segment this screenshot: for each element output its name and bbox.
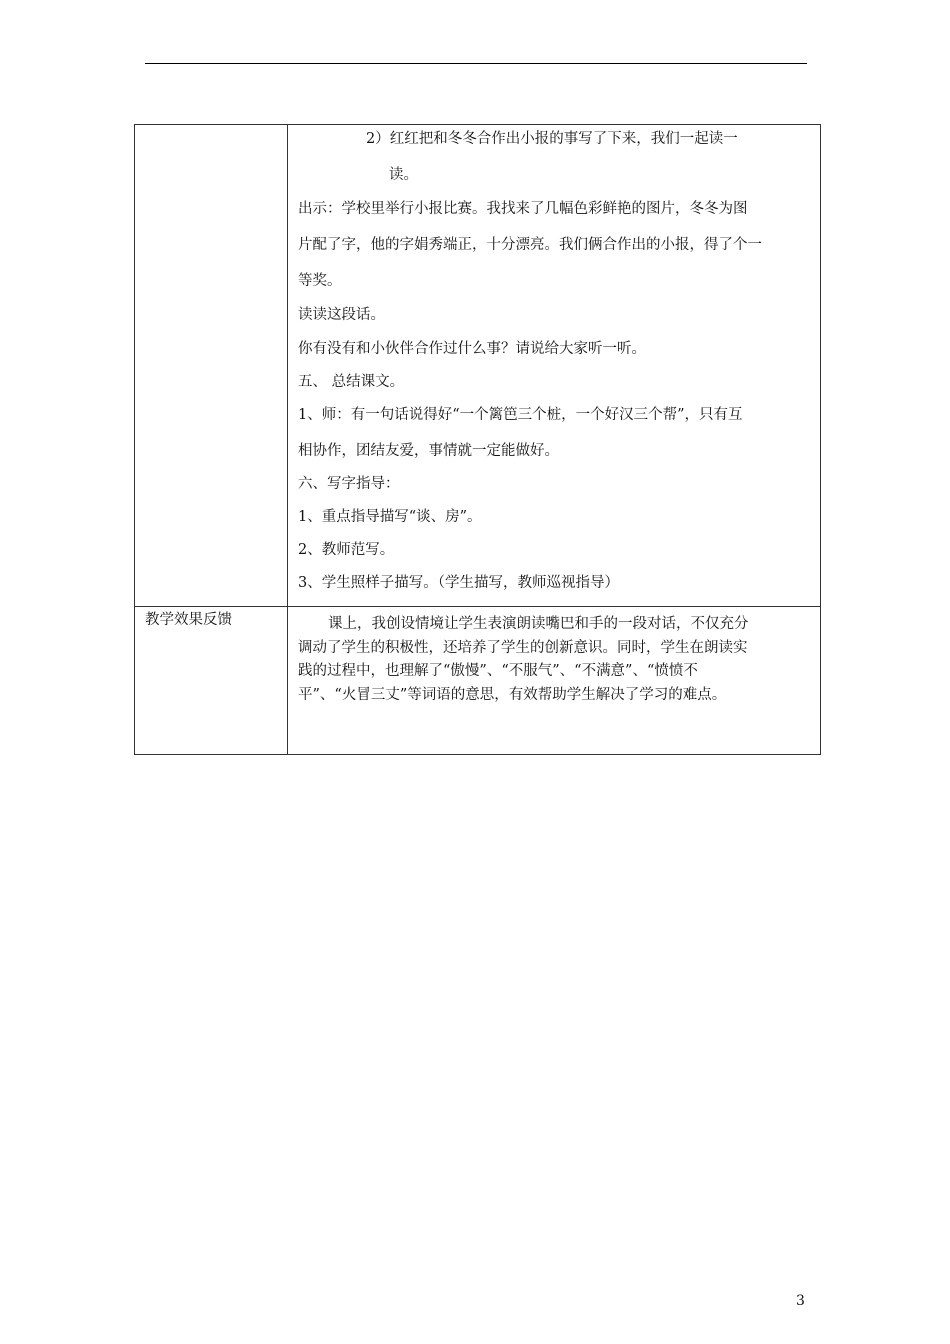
content-line: 等奖。: [298, 273, 342, 289]
page-number: 3: [796, 1293, 805, 1309]
feedback-line: 课上，我创设情境让学生表演朗读嘴巴和手的一段对话，不仅充分: [328, 616, 749, 632]
feedback-line: 践的过程中，也理解了“傲慢”、“不服气”、“不满意”、“愤愤不: [298, 663, 698, 679]
procedure-label-cell: [135, 125, 288, 607]
feedback-row: [135, 607, 821, 755]
feedback-label: 教学效果反馈: [145, 612, 232, 628]
content-line: 2、教师范写。: [298, 542, 395, 558]
feedback-line: 平”、“火冒三丈”等词语的意思，有效帮助学生解决了学习的难点。: [298, 686, 727, 703]
procedure-content-cell: [288, 125, 821, 607]
content-line: 1、师：有一句话说得好“一个篱笆三个桩，一个好汉三个帮”，只有互: [298, 407, 743, 423]
content-line: 读。: [389, 167, 418, 183]
content-line: 2）红红把和冬冬合作出小报的事写了下来，我们一起读一: [366, 131, 738, 147]
feedback-line: 调动了学生的积极性，还培养了学生的创新意识。同时，学生在朗读实: [298, 639, 748, 656]
content-line: 六、写字指导：: [298, 476, 400, 492]
procedure-row: [135, 125, 821, 607]
content-line: 片配了字，他的字娟秀端正，十分漂亮。我们俩合作出的小报，得了个一: [298, 237, 762, 253]
header-rule: [145, 63, 807, 64]
content-line: 五、 总结课文。: [298, 374, 405, 390]
feedback-content-cell: [288, 607, 821, 755]
lesson-plan-table: [134, 124, 821, 755]
content-line: 你有没有和小伙伴合作过什么事？请说给大家听一听。: [298, 341, 646, 357]
content-line: 出示：学校里举行小报比赛。我找来了几幅色彩鲜艳的图片，冬冬为图: [298, 201, 748, 217]
content-line: 读读这段话。: [298, 307, 385, 323]
content-line: 相协作，团结友爱，事情就一定能做好。: [298, 443, 559, 459]
feedback-label-cell: [135, 607, 288, 755]
content-line: 3、学生照样子描写。（学生描写，教师巡视指导）: [298, 575, 619, 591]
content-line: 1、重点指导描写“谈、房”。: [298, 509, 482, 525]
feedback-paragraph: [288, 607, 820, 707]
